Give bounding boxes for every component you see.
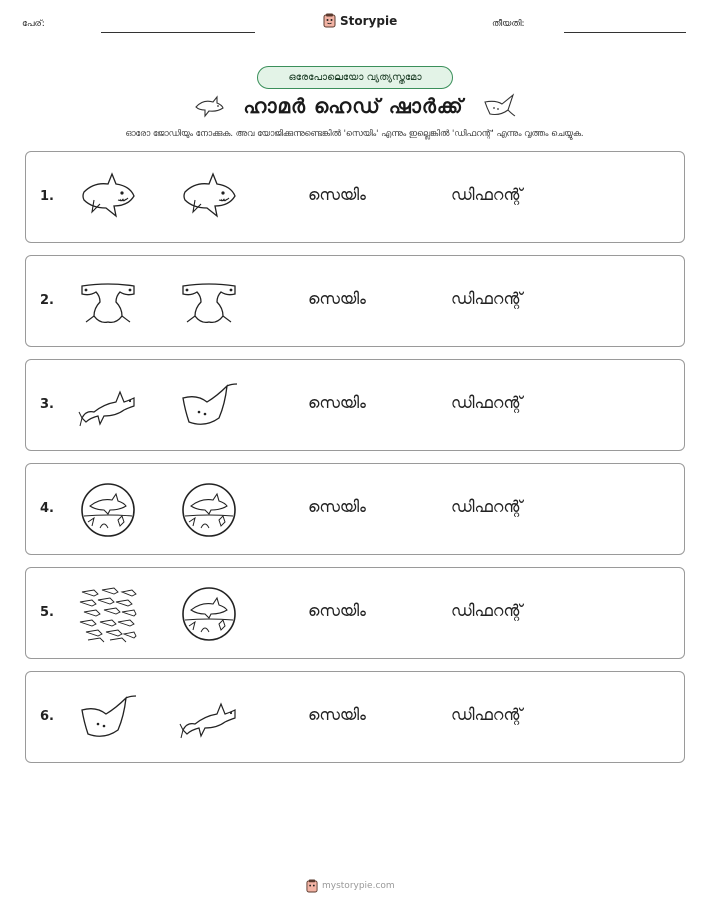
shark-circle-icon	[179, 584, 239, 644]
shark-circle-icon	[179, 480, 239, 540]
question-number: 4.	[40, 501, 54, 516]
question-number: 2.	[40, 293, 54, 308]
different-option[interactable]: ഡിഫറന്റ്	[451, 705, 523, 724]
question-number: 3.	[40, 397, 54, 412]
question-number: 1.	[40, 189, 54, 204]
same-option[interactable]: സെയിം	[308, 185, 366, 204]
same-option[interactable]: സെയിം	[308, 497, 366, 516]
footer	[306, 879, 395, 893]
instructions: ഓരോ ജോഡിയും നോക്കുക. അവ യോജിക്കുന്നുണ്ടെങ്കിൽ 'സെയിം' എന്നും ഇല്ലെങ്കിൽ 'ഡിഫറന്റ്' എന്നും വൃത്തം ചെയ്യുക.	[125, 128, 584, 138]
hammerhead-head-icon	[78, 272, 138, 332]
brand-logo	[323, 13, 397, 28]
hammerhead-side-icon	[179, 688, 239, 748]
question-row	[25, 255, 685, 347]
different-option[interactable]: ഡിഫറന്റ്	[451, 393, 523, 412]
title-row	[0, 88, 709, 124]
date-write-line	[564, 32, 686, 33]
question-number: 6.	[40, 709, 54, 724]
page-title: ഹാമർ ഹെഡ് ഷാർക്ക്	[243, 94, 464, 118]
same-option[interactable]: സെയിം	[308, 393, 366, 412]
question-number: 5.	[40, 605, 54, 620]
different-option[interactable]: ഡിഫറന്റ്	[451, 185, 523, 204]
question-row	[25, 671, 685, 763]
name-write-line	[101, 32, 255, 33]
stingray-icon	[179, 376, 239, 436]
different-option[interactable]: ഡിഫറന്റ്	[451, 289, 523, 308]
date-label: തീയതി:	[492, 19, 525, 29]
worksheet-header	[0, 0, 709, 40]
shark-front-icon	[179, 168, 239, 228]
question-row	[25, 567, 685, 659]
same-option[interactable]: സെയിം	[308, 289, 366, 308]
shark-circle-icon	[78, 480, 138, 540]
storypie-mascot-icon	[306, 879, 318, 893]
hammerhead-side-icon	[78, 376, 138, 436]
different-option[interactable]: ഡിഫറന്റ്	[451, 601, 523, 620]
footer-url[interactable]: mystorypie.com	[322, 881, 395, 891]
stingray-icon	[78, 688, 138, 748]
shark-icon	[193, 93, 225, 119]
question-row	[25, 359, 685, 451]
shark-school-icon	[78, 584, 138, 644]
name-label: പേര്:	[22, 19, 45, 29]
shark-front-icon	[78, 168, 138, 228]
question-row	[25, 463, 685, 555]
storypie-mascot-icon	[323, 13, 336, 28]
same-option[interactable]: സെയിം	[308, 601, 366, 620]
hammerhead-head-icon	[179, 272, 239, 332]
same-option[interactable]: സെയിം	[308, 705, 366, 724]
question-row	[25, 151, 685, 243]
worksheet-type-badge: ഒരേപോലെയോ വ്യത്യസ്തമോ	[257, 66, 453, 89]
brand-name: Storypie	[340, 13, 398, 28]
different-option[interactable]: ഡിഫറന്റ്	[451, 497, 523, 516]
stingray-icon	[482, 92, 516, 120]
